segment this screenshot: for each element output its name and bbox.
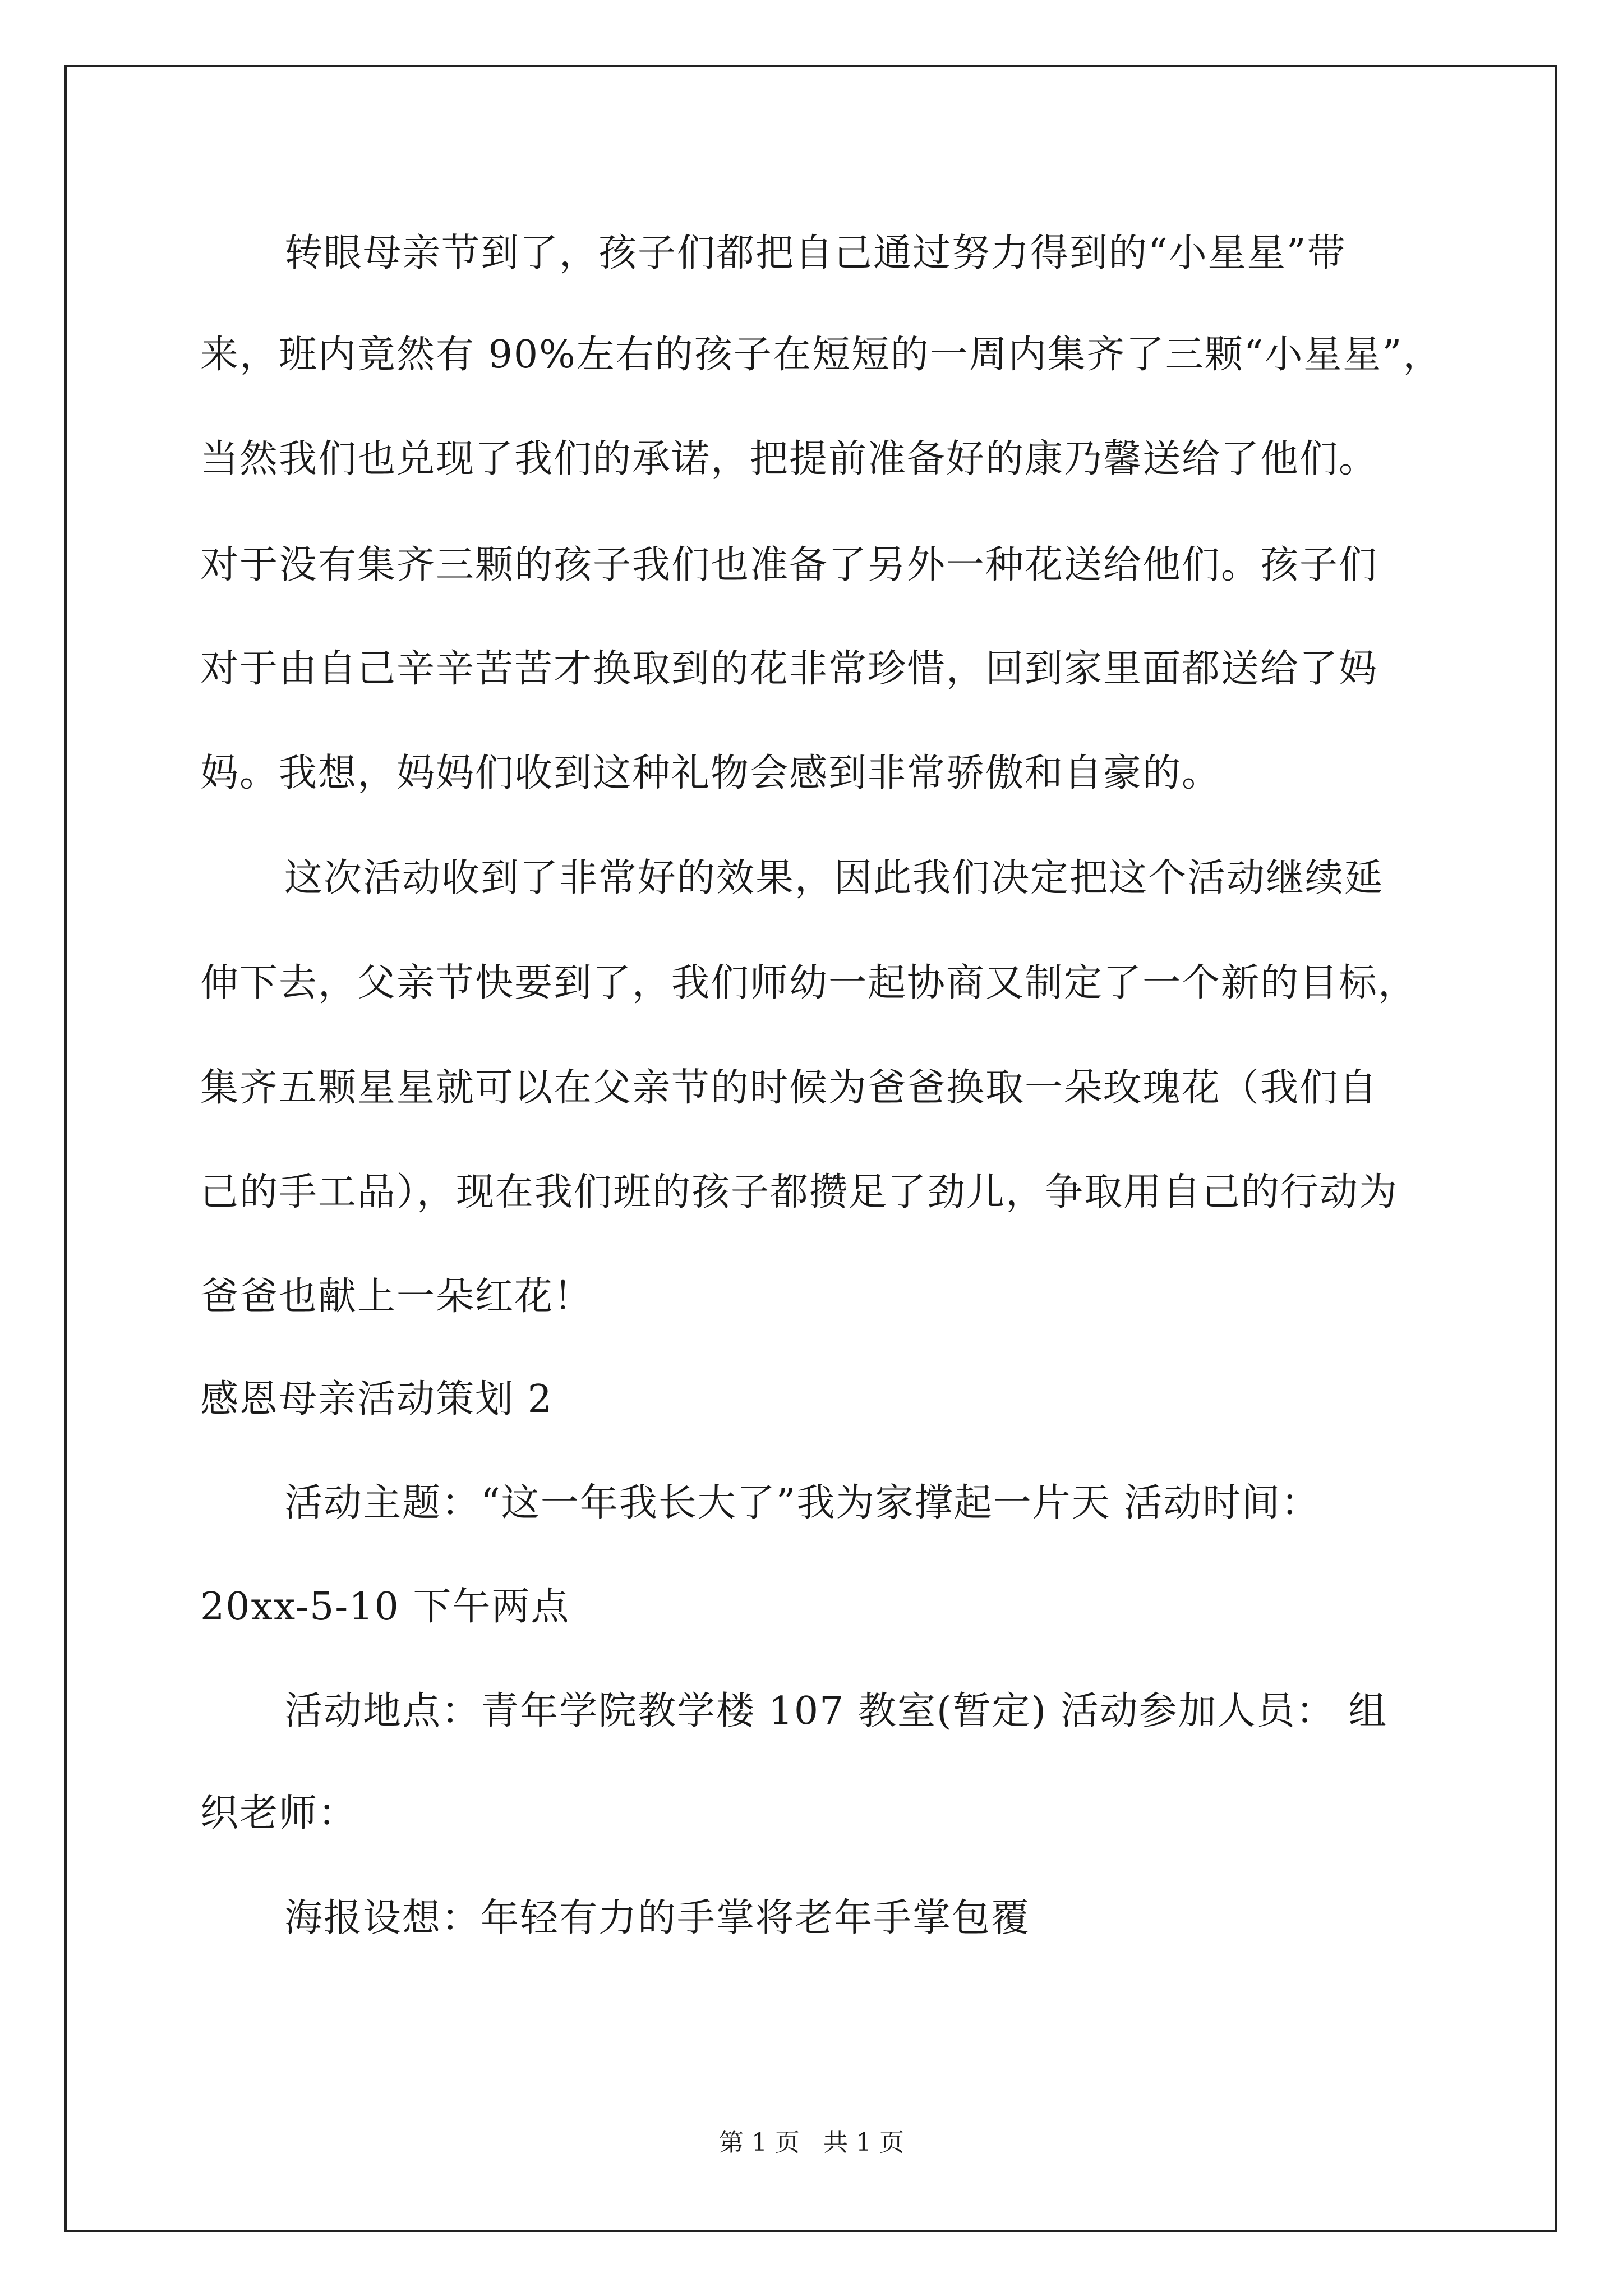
paragraph-1-line-4: 对于没有集齐三颗的孩子我们也准备了另外一种花送给他们。孩子们 [200,543,1378,587]
document-body [200,0,1490,2019]
paragraph-1-line-1: 转眼母亲节到了，孩子们都把自己通过努力得到的“小星星”带 [284,231,1347,275]
paragraph-1-line-6: 妈。我想，妈妈们收到这种礼物会感到非常骄傲和自豪的。 [200,751,1221,795]
paragraph-1-line-5: 对于由自己辛辛苦苦才换取到的花非常珍惜，回到家里面都送给了妈 [200,647,1378,691]
location-line-1: 活动地点：青年学院教学楼 107 教室(暂定) 活动参加人员： 组 [284,1689,1388,1733]
section-title: 感恩母亲活动策划 2 [200,1377,553,1421]
paragraph-2-line-1: 这次活动收到了非常好的效果，因此我们决定把这个活动继续延 [284,856,1384,900]
paragraph-2-line-3: 集齐五颗星星就可以在父亲节的时候为爸爸换取一朵玫瑰花（我们自 [200,1066,1378,1110]
theme-line-1: 活动主题：“这一年我长大了”我为家撑起一片天 活动时间： [284,1481,1321,1525]
paragraph-1-line-3: 当然我们也兑现了我们的承诺，把提前准备好的康乃馨送给了他们。 [200,437,1378,481]
paragraph-2-line-5: 爸爸也献上一朵红花！ [200,1274,593,1319]
paragraph-2-line-4: 己的手工品），现在我们班的孩子都攒足了劲儿，争取用自己的行动为 [200,1170,1399,1214]
paragraph-2-line-2: 伸下去，父亲节快要到了，我们师幼一起协商又制定了一个新的目标， [200,961,1418,1005]
page-footer: 第 1 页 共 1 页 [719,2128,904,2157]
theme-line-2: 20xx-5-10 下午两点 [200,1585,570,1629]
location-line-2: 织老师： [200,1791,358,1835]
paragraph-1-line-2: 来，班内竟然有 90%左右的孩子在短短的一周内集齐了三颗“小星星”， [200,333,1442,377]
poster-line: 海报设想：年轻有力的手掌将老年手掌包覆 [284,1896,1031,1940]
